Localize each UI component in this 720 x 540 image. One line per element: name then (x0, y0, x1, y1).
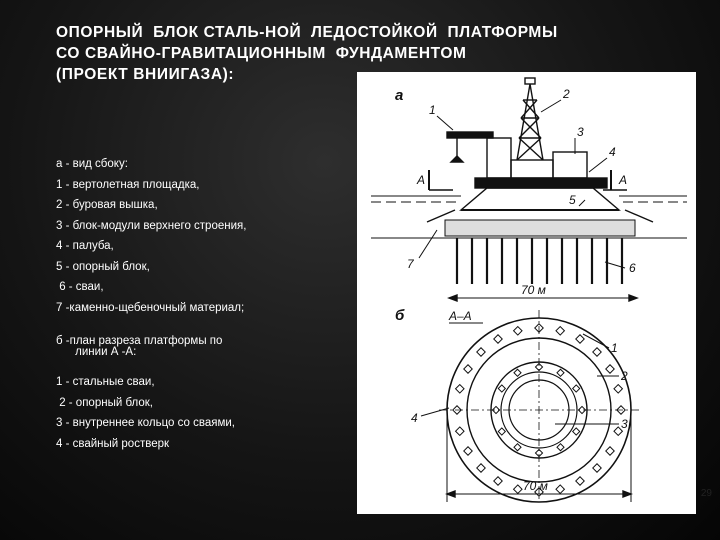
callout-3: 3 (577, 125, 584, 139)
drilling-derrick (517, 78, 543, 160)
pile-marker (593, 464, 601, 472)
legend-a-item: 1 - вертолетная площадка, (56, 178, 200, 191)
pile-marker (593, 348, 601, 356)
legend-b-item: 1 - стальные сваи, (56, 376, 155, 388)
pile-marker (494, 335, 502, 343)
pile-marker (514, 327, 522, 335)
callout-b-3: 3 (621, 417, 628, 431)
deck (475, 178, 607, 188)
helideck (447, 132, 493, 162)
section-label: А–А (449, 309, 472, 323)
pile-marker (573, 385, 580, 392)
support-block (461, 188, 619, 210)
plan-view (439, 310, 639, 502)
dimension-side (449, 283, 637, 301)
pile-marker (494, 477, 502, 485)
callout-b-1: 1 (611, 341, 618, 355)
legend-a-item: 5 - опорный блок, (56, 260, 150, 273)
pile-marker (477, 348, 485, 356)
pile-marker (614, 385, 622, 393)
callout-b-4: 4 (411, 411, 418, 425)
legend-a-item: 3 - блок-модули верхнего строения, (56, 219, 247, 232)
cut-label-left: А (417, 173, 426, 187)
legend-b-item: 2 - опорный блок, (56, 396, 153, 409)
title-line-3: (ПРОЕКТ ВНИИГАЗА): (56, 66, 235, 83)
pile-marker (456, 427, 464, 435)
pile-marker (514, 369, 521, 376)
callout-1: 1 (429, 103, 436, 117)
pile-marker (576, 335, 584, 343)
callout-6: 6 (629, 261, 636, 275)
pile-marker (557, 369, 564, 376)
pile-marker (576, 477, 584, 485)
legend-a-item: 7 -каменно-щебеночный материал; (56, 301, 245, 314)
legend (56, 154, 356, 454)
pile-marker (498, 385, 505, 392)
label-b: б (395, 307, 405, 324)
pile-marker (606, 365, 614, 373)
legend-a-item: 4 - палуба, (56, 240, 114, 252)
pile-marker (556, 485, 564, 493)
gravel-layer (445, 220, 635, 236)
pile-marker (477, 464, 485, 472)
dimension-label-bottom: 70 м (523, 479, 548, 493)
label-a: а (395, 87, 404, 104)
dimension-label-top: 70 м (521, 283, 546, 297)
pile-marker (556, 327, 564, 335)
pile-marker (606, 447, 614, 455)
callout-b-2: 2 (621, 369, 628, 383)
cut-label-right: А (619, 173, 628, 187)
legend-b-item: 4 - свайный ростверк (56, 437, 170, 450)
pile-marker (464, 365, 472, 373)
pile-marker (464, 447, 472, 455)
pile-marker (498, 428, 505, 435)
callout-5: 5 (569, 193, 576, 207)
pile-marker (557, 444, 564, 451)
pile-marker (573, 428, 580, 435)
callout-4: 4 (609, 145, 616, 159)
legend-a-item: 6 - сваи, (56, 281, 104, 293)
pile-marker (514, 444, 521, 451)
legend-b-title: б -план разреза платформы по линии А -А: (56, 335, 223, 358)
title-line-1: ОПОРНЫЙ БЛОК СТАЛЬ-НОЙ ЛЕДОСТОЙКОЙ ПЛАТФОРМЫ (56, 24, 558, 41)
topside-modules (487, 138, 587, 178)
callout-2: 2 (563, 87, 570, 101)
pile-marker (514, 485, 522, 493)
page-number: 29 (700, 488, 712, 499)
legend-a-item: 2 - буровая вышка, (56, 199, 158, 211)
legend-a-item: а - вид сбоку: (56, 158, 128, 170)
dimension-plan (447, 479, 631, 497)
title-line-2: СО СВАЙНО-ГРАВИТАЦИОННЫМ ФУНДАМЕНТОМ (56, 45, 467, 62)
callout-7: 7 (407, 257, 414, 271)
piles (457, 238, 622, 284)
platform-drawing (357, 72, 696, 514)
pile-marker (456, 385, 464, 393)
legend-b-item: 3 - внутреннее кольцо со сваями, (56, 417, 235, 429)
